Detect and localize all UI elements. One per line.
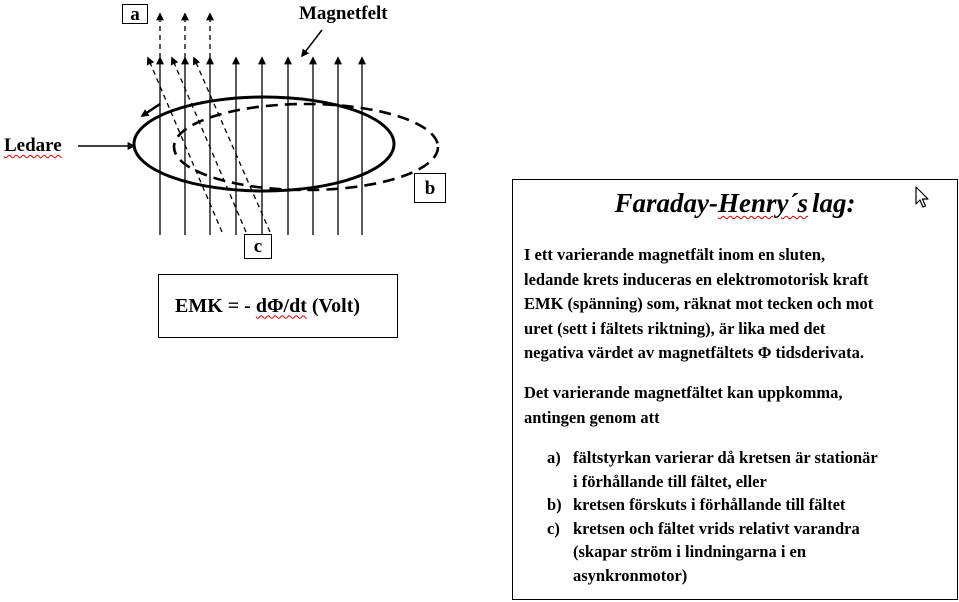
displaced-loop <box>174 104 438 190</box>
label-a-box <box>122 4 148 24</box>
faraday-henry-panel <box>512 179 958 600</box>
magnetfelt-label: Magnetfelt <box>299 3 388 24</box>
list-item-line: kretsen förskuts i förhållande till fältet <box>573 495 846 514</box>
field-lines-solid <box>160 58 362 235</box>
paragraph-line: negativa värdet av magnetfältets Φ tidsderivata. <box>524 343 864 362</box>
label-c: c <box>253 236 263 257</box>
law-paragraph-1 <box>524 243 873 366</box>
loop-direction-arrow <box>142 104 160 116</box>
law-title-prefix: Faraday- <box>614 188 718 218</box>
list-item-line: (skapar ström i lindningarna i en <box>573 542 807 561</box>
law-title-suffix: lag: <box>812 188 856 218</box>
label-b: b <box>424 177 436 199</box>
label-a: a <box>130 3 140 25</box>
list-marker: a) <box>547 448 561 467</box>
formula-derivative: dΦ/dt <box>255 294 307 317</box>
list-item-line: asynkronmotor) <box>573 565 688 585</box>
slanted-field-line <box>194 58 270 232</box>
slanted-field-line <box>172 58 246 232</box>
list-item-line: fältstyrkan varierar då kretsen är stationär <box>573 448 878 467</box>
label-b-box <box>414 173 446 203</box>
paragraph-line: Det varierande magnetfältet kan uppkomma, <box>524 383 843 402</box>
magnetfelt-arrow <box>302 30 322 56</box>
law-title <box>513 190 957 217</box>
paragraph-line: I ett varierande magnetfält inom en sluten, <box>524 245 826 264</box>
list-item-line: kretsen och fältet vrids relativt varandra <box>573 518 860 538</box>
law-title-name: Henry´s <box>718 188 808 218</box>
list-marker: b) <box>547 495 562 514</box>
mouse-pointer-icon <box>915 186 931 210</box>
paragraph-line: ledande krets induceras en elektromotorisk kraft <box>524 269 869 289</box>
label-c-box <box>244 234 272 259</box>
ledare-label: Ledare <box>4 135 62 156</box>
field-lines-dashed-slanted <box>148 58 270 232</box>
paragraph-line: antingen genom att <box>524 407 660 427</box>
law-paragraph-2 <box>524 381 843 430</box>
list-item-line: i förhållande till fältet, eller <box>573 471 767 491</box>
list-marker: c) <box>547 518 560 538</box>
emk-formula-box <box>158 274 398 338</box>
conditions-list <box>547 446 878 587</box>
field-lines-dashed-vertical <box>160 14 210 58</box>
paragraph-line: uret (sett i fältets riktning), är lika med det <box>524 318 826 338</box>
paragraph-line: EMK (spänning) som, räknat mot tecken och mot <box>524 294 874 313</box>
formula-suffix: (Volt) <box>306 294 361 317</box>
list-item <box>547 446 878 493</box>
list-item <box>547 493 878 517</box>
list-item <box>547 517 878 588</box>
formula-prefix: EMK = - <box>175 294 256 317</box>
